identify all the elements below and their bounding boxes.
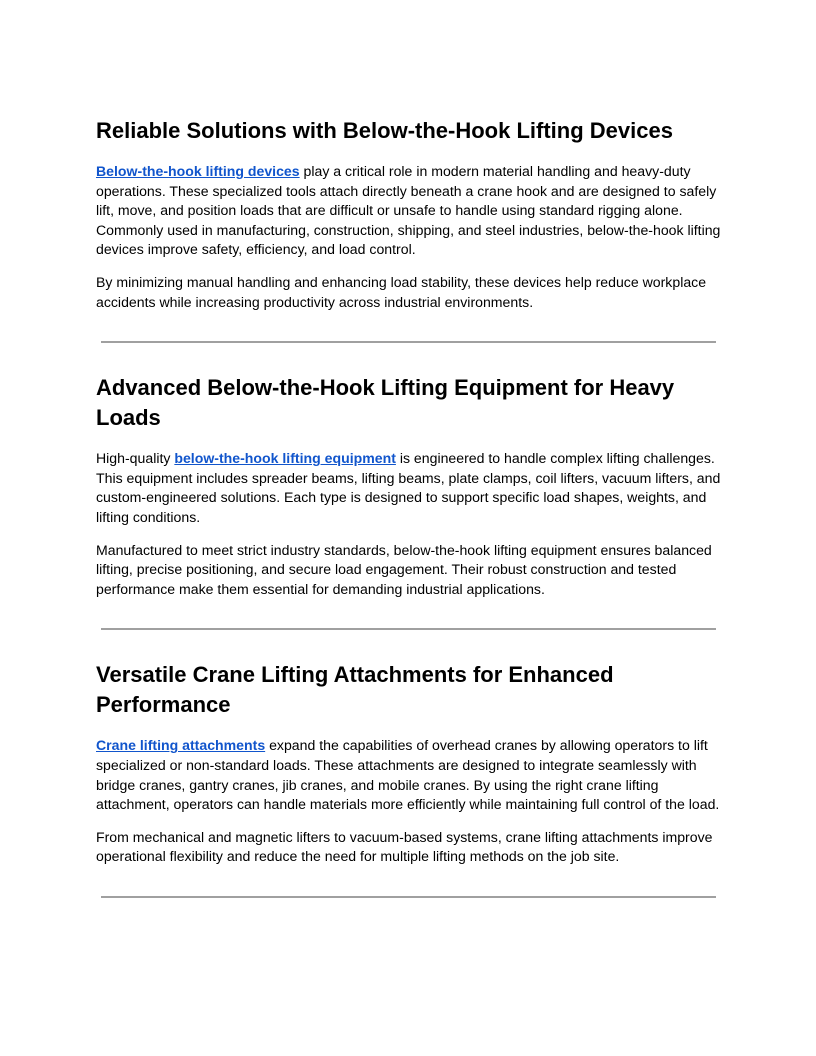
section-paragraph bbox=[96, 736, 724, 814]
crane-lifting-attachments-link[interactable]: Crane lifting attachments bbox=[96, 737, 266, 754]
section-paragraph: Manufactured to meet strict industry standards, below-the-hook lifting equipment ensures balanced lifting, precise positioning, and secure load engagement. Their robust construction and tested performance make them essential for demanding industrial applications. bbox=[96, 541, 712, 597]
horizontal-divider bbox=[101, 628, 716, 630]
section-heading: Versatile Crane Lifting Attachments for Enhanced Performance bbox=[96, 662, 614, 718]
section-below-the-hook-equipment bbox=[96, 373, 724, 599]
section-paragraph bbox=[96, 449, 724, 527]
document-page bbox=[96, 116, 724, 898]
horizontal-divider bbox=[101, 896, 716, 898]
section-heading: Advanced Below-the-Hook Lifting Equipment for Heavy Loads bbox=[96, 375, 675, 431]
section-heading: Reliable Solutions with Below-the-Hook Lifting Devices bbox=[96, 118, 673, 143]
paragraph-text: play a critical role in modern material handling and heavy-duty operations. These specialized tools attach directly beneath a crane hook and are designed to safely lift, move, and position loads that are difficult or unsafe to handle using standard rigging alone. Commonly used in manufacturing, construction, shipping, and steel industries, below-the-hook lifting devices improve safety, efficiency, and load control. bbox=[96, 163, 721, 258]
below-the-hook-devices-link[interactable]: Below-the-hook lifting devices bbox=[96, 163, 300, 179]
paragraph-text: is engineered to handle complex lifting challenges. This equipment includes spreader beams, lifting beams, plate clamps, coil lifters, vacuum lifters, and custom-engineered solutions. Each type is designed to support specific load shapes, weights, and lifting conditions. bbox=[96, 450, 721, 525]
below-the-hook-equipment-link[interactable]: below-the-hook lifting equipment bbox=[174, 450, 396, 467]
paragraph-text: expand the capabilities of overhead cranes by allowing operators to lift specialized or non-standard loads. These attachments are designed to integrate seamlessly with bridge cranes, gantry cranes, jib cranes, and mobile cranes. By using the right crane lifting attachment, operators can handle materials more efficiently while maintaining full control of the load. bbox=[96, 737, 720, 813]
section-crane-lifting-attachments bbox=[96, 660, 724, 867]
section-paragraph: By minimizing manual handling and enhancing load stability, these devices help reduce workplace accidents while increasing productivity across industrial environments. bbox=[96, 273, 707, 310]
horizontal-divider bbox=[101, 341, 716, 343]
section-paragraph bbox=[96, 162, 724, 260]
paragraph-text: High-quality bbox=[96, 450, 175, 467]
section-paragraph: From mechanical and magnetic lifters to vacuum-based systems, crane lifting attachments improve operational flexibility and reduce the need for multiple lifting methods on the job site. bbox=[96, 828, 713, 865]
section-below-the-hook-devices bbox=[96, 116, 724, 312]
